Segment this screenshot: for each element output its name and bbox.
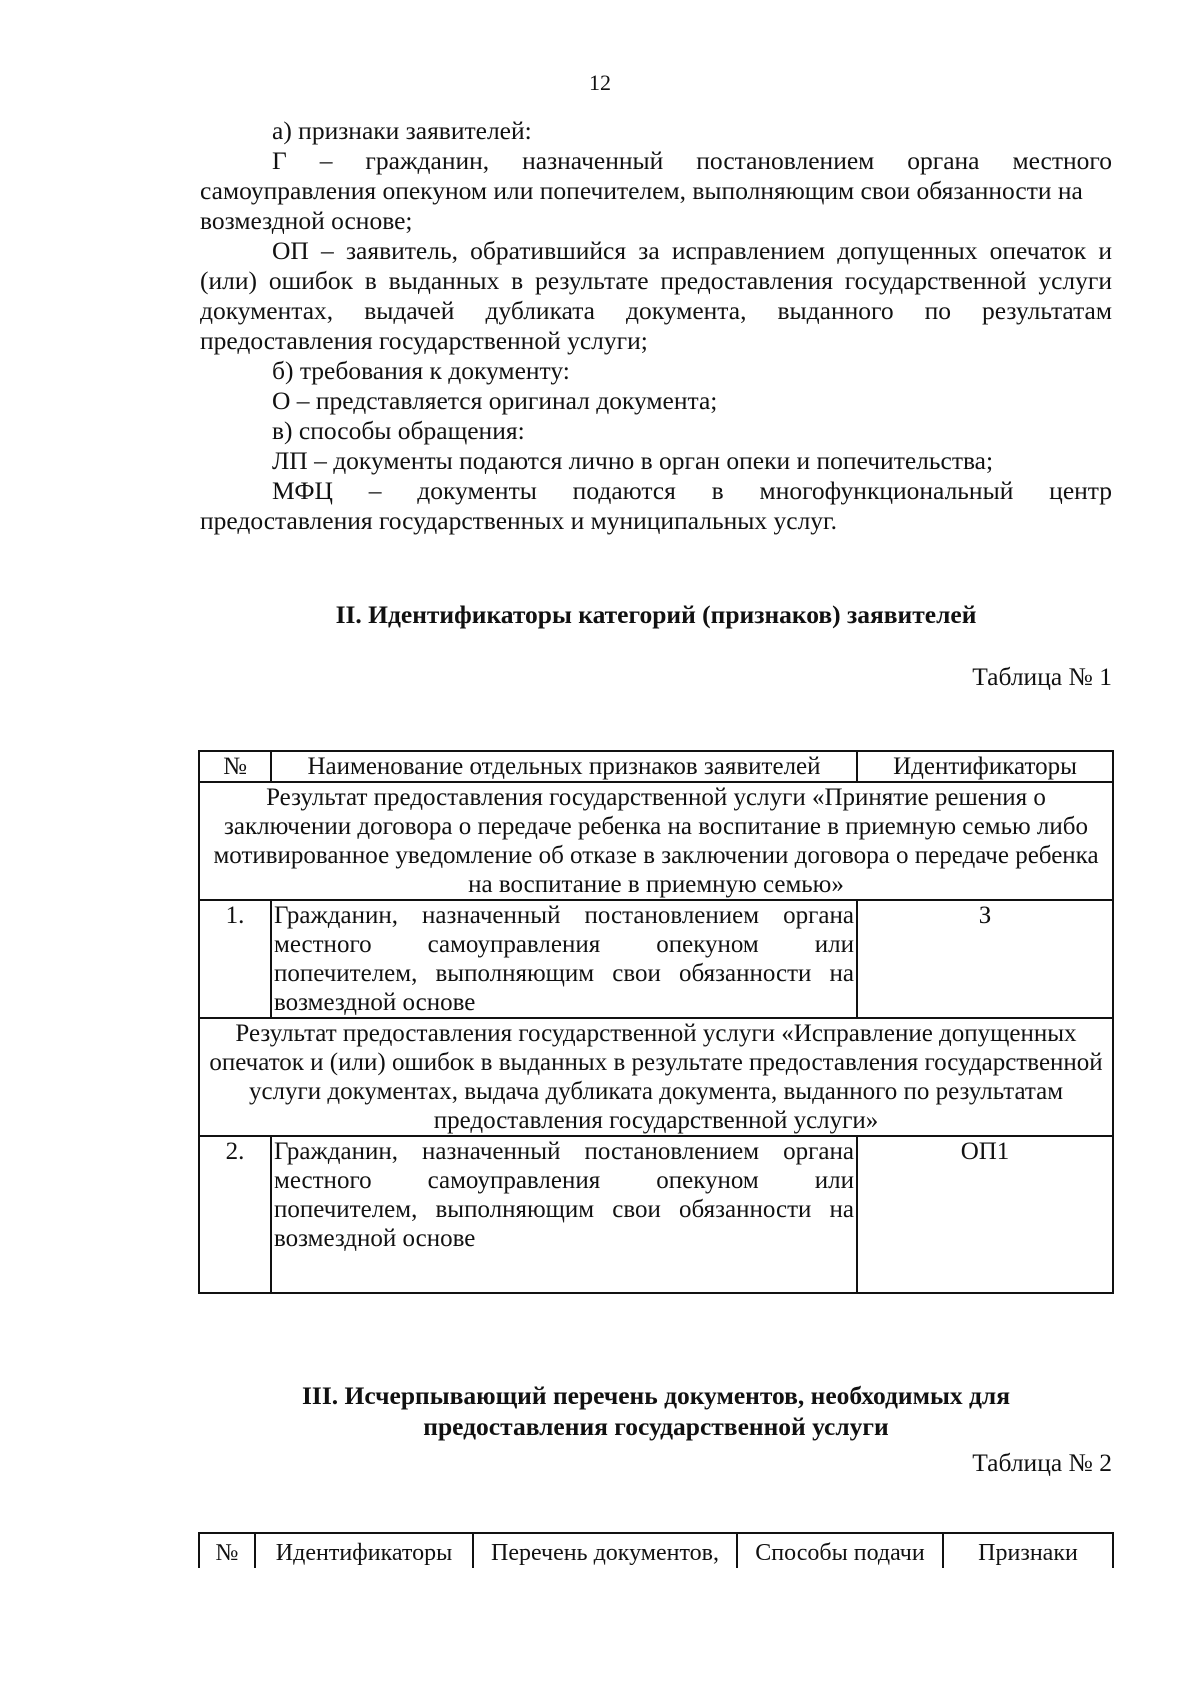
table-2-caption: Таблица № 2 [972, 1448, 1112, 1477]
table-1-caption: Таблица № 1 [972, 662, 1112, 691]
table-header-row [199, 751, 1113, 782]
table-2 [198, 1532, 1114, 1568]
table-row [199, 1136, 1113, 1293]
row-num: 2. [199, 1136, 271, 1293]
header-cell-methods: Способы подачи [737, 1533, 943, 1568]
paragraph: б) требования к документу: [272, 356, 570, 385]
paragraph: ОП – заявитель, обратившийся за исправлением допущенных опечаток и (или) ошибок в выданных в результате предоставления государственной услуги документах, выдачей дубликата документа, выданного по результатам предоставления государственной услуги; [200, 236, 1112, 355]
row-num: 1. [199, 900, 271, 1018]
heading-line: предоставления государственной услуги [423, 1412, 889, 1441]
header-cell-signs: Признаки [943, 1533, 1113, 1568]
paragraph: Г – гражданин, назначенный постановлением органа местного [272, 146, 1112, 175]
row-id: З [857, 900, 1113, 1018]
group-cell: Результат предоставления государственной услуги «Принятие решения о заключении договора о передаче ребенка на воспитание в приемную семью либо мотивированное уведомление об отказе в заключении договора о передаче ребенка на воспитание в приемную семью» [199, 782, 1113, 900]
table-group-row [199, 782, 1113, 900]
section-3-heading [200, 1380, 1112, 1442]
row-name: Гражданин, назначенный постановлением органа местного самоуправления опекуном или попечителем, выполняющим свои обязанности на возмездной основе [271, 900, 857, 1018]
paragraph: самоуправления опекуном или попечителем, выполняющим свои обязанности на [200, 176, 1083, 205]
heading-line: III. Исчерпывающий перечень документов, необходимых для [302, 1381, 1010, 1410]
paragraph: ЛП – документы подаются лично в орган опеки и попечительства; [272, 446, 994, 475]
group-cell: Результат предоставления государственной услуги «Исправление допущенных опечаток и (или) ошибок в выданных в результате предоставления государственной услуги документах, выдача дубликата документа, выданного по результатам предоставления государственной услуги» [199, 1018, 1113, 1136]
header-cell-num: № [199, 751, 271, 782]
header-cell-num: № [199, 1533, 255, 1568]
row-id: ОП1 [857, 1136, 1113, 1293]
paragraph: а) признаки заявителей: [272, 116, 532, 145]
table-group-row [199, 1018, 1113, 1136]
section-2-heading: II. Идентификаторы категорий (признаков) заявителей [335, 600, 977, 629]
table-row [199, 900, 1113, 1018]
paragraph: предоставления государственных и муниципальных услуг. [200, 506, 838, 535]
intro-text [200, 116, 1112, 536]
paragraph: О – представляется оригинал документа; [272, 386, 718, 415]
table-header-row [199, 1533, 1113, 1568]
table-1 [198, 750, 1114, 1294]
paragraph: МФЦ – документы подаются в многофункциональный центр [272, 476, 1112, 505]
header-cell-docs: Перечень документов, [473, 1533, 737, 1568]
page-number: 12 [589, 70, 611, 95]
header-cell-ids: Идентификаторы [857, 751, 1113, 782]
paragraph: возмездной основе; [200, 206, 413, 235]
header-cell-ids: Идентификаторы [255, 1533, 473, 1568]
paragraph: в) способы обращения: [272, 416, 525, 445]
header-cell-name: Наименование отдельных признаков заявителей [271, 751, 857, 782]
row-name: Гражданин, назначенный постановлением органа местного самоуправления опекуном или попечителем, выполняющим свои обязанности на возмездной основе [271, 1136, 857, 1293]
